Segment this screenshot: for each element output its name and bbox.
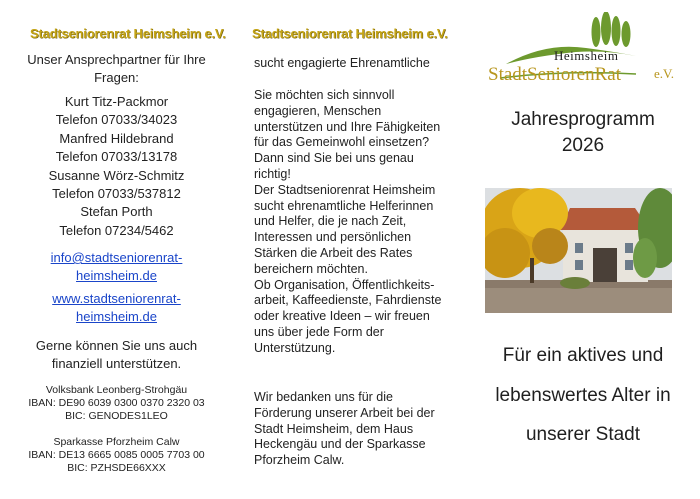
slogan-line-1: Für ein aktives und	[502, 345, 664, 366]
panel-contacts	[0, 0, 233, 499]
bank-sparkasse: Sparkasse Pforzheim Calw IBAN: DE13 6665 0085 0005 7703 00 BIC: PZHSDE66XXX	[28, 436, 205, 474]
support-text: Gerne können Sie uns auch finanziell unterstützen.	[35, 338, 198, 371]
intro-text: Unser Ansprechpartner für Ihre Fragen:	[27, 52, 206, 85]
slogan-line-3: unserer Stadt	[525, 424, 641, 445]
website-link[interactable]: www.stadtseniorenrat- heimsheim.de	[52, 291, 181, 324]
tree-icon	[592, 12, 631, 47]
slogan-line-2: lebenswertes Alter in	[495, 385, 671, 406]
contact-name: Kurt Titz-Packmor	[64, 94, 169, 109]
building-photo	[485, 188, 672, 313]
volunteer-body: Sie möchten sich sinnvoll engagieren, Menschen unterstützen und Ihre Fähigkeiten für das Gemeinwohl einsetzen? Dann sind Sie bei uns genau richtig! Der Stadtseniorenrat Heimsheim sucht ehrenamtliche Helferinnen und Helfer, die je nach Zeit, Interessen und persönlichen Stärken die Arbeit des Rates bereichern möchten. Ob Organisation, Öffentlichkeits- arbeit, Kaffeedienste, Fahrdienste oder kreative Ideen – wir freuen uns über jede Form der Unterstützung.	[254, 88, 442, 355]
contact-phone: Telefon 07234/5462	[59, 222, 174, 238]
logo-name: StadtSeniorenRat	[488, 64, 621, 85]
program-title: Jahresprogramm 2026	[511, 109, 655, 156]
contact-name: Manfred Hildebrand	[59, 130, 174, 146]
contact-list	[0, 93, 233, 240]
panel-volunteers	[233, 0, 466, 499]
panel2-header: Stadtseniorenrat Heimsheim e.V.	[252, 26, 448, 41]
email-link[interactable]: info@stadtseniorenrat- heimsheim.de	[50, 250, 183, 283]
panel-cover	[466, 0, 700, 499]
bank-volksbank: Volksbank Leonberg-Strohgäu IBAN: DE90 6039 0300 0370 2320 03 BIC: GENODES1LEO	[28, 384, 205, 422]
tagline: sucht engagierte Ehrenamtliche	[254, 56, 430, 70]
contact-name: Susanne Wörz-Schmitz	[48, 167, 185, 183]
logo	[486, 12, 686, 92]
contact-phone: Telefon 07033/34023	[55, 112, 178, 128]
panel1-header: Stadtseniorenrat Heimsheim e.V.	[30, 26, 226, 41]
logo-ev: e.V.	[654, 66, 674, 81]
thanks-text: Wir bedanken uns für die Förderung unserer Arbeit bei der Stadt Heimsheim, dem Haus Heckengäu und der Sparkasse Pforzheim Calw.	[254, 390, 435, 468]
contact-phone: Telefon 07033/13178	[55, 149, 178, 165]
contact-name: Stefan Porth	[80, 204, 153, 220]
contact-phone: Telefon 07033/537812	[52, 186, 181, 202]
logo-town: Heimsheim	[554, 48, 619, 63]
